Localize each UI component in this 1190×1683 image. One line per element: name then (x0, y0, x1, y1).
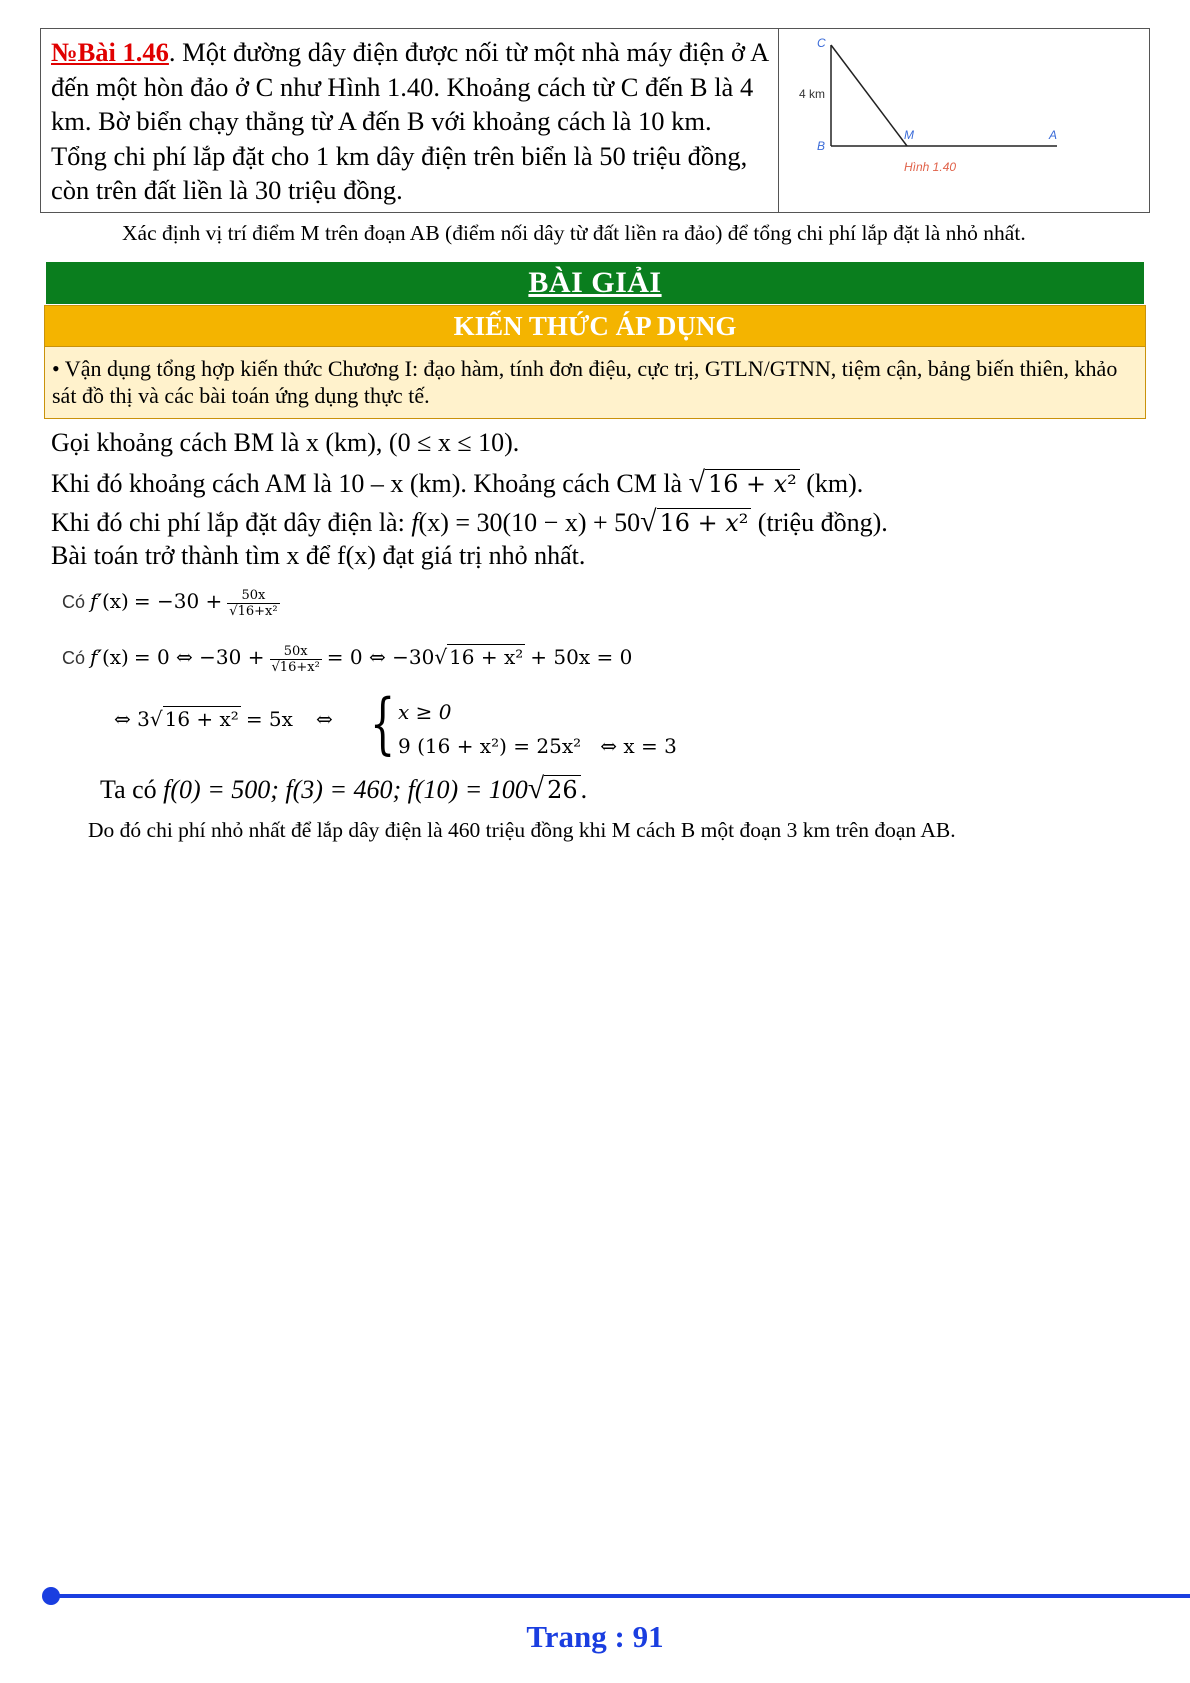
eq2-mid: = 0 ⇔ −30 (326, 645, 435, 670)
values-end: . (580, 775, 588, 804)
sqrt-content: 16 + 𝑥² (705, 469, 800, 498)
fraction-denominator: √16+x² (229, 604, 278, 619)
system-rows (398, 695, 677, 763)
sqrt-expression: √ 16 + x² (434, 645, 524, 670)
sqrt-content: 16 + x² (164, 707, 239, 731)
line-3-text: Khi đó chi phí lắp đặt dây điện là: (51, 508, 405, 537)
co-label: Có (62, 648, 86, 669)
line-2-unit: (km). (806, 469, 864, 498)
value-f0: f(0) = 500; (163, 775, 279, 804)
eq3-iff: ⇔ (315, 707, 333, 731)
knowledge-body: • Vận dụng tổng hợp kiến thức Chương I: đạo hàm, tính đơn điệu, cực trị, GTLN/GTNN, tiệm cận, bảng biến thiên, khảo sát đồ thị và các bài toán ứng dụng thực tế. (44, 347, 1146, 419)
task-statement: Xác định vị trí điểm M trên đoạn AB (điểm nối dây từ đất liền ra đảo) để tổng chi phí lắp đặt là nhỏ nhất. (122, 221, 1026, 245)
problem-box (40, 28, 1150, 213)
equation-line-2 (62, 644, 632, 675)
x-arg: (x) (101, 645, 129, 670)
system-row-1 (398, 695, 677, 729)
system-result: ⇔ x = 3 (600, 734, 677, 758)
segment-cm (831, 45, 907, 146)
sqrt-expression: √ 16 + 𝑥² (640, 505, 751, 539)
solution-line-2 (51, 466, 863, 500)
equation-line-3 (114, 707, 333, 732)
value-f10: f(10) = 100 (407, 775, 528, 804)
figure-1-40 (779, 29, 1149, 212)
sqrt-expression: √ 26 (528, 772, 581, 806)
fraction-denominator: √16+x² (271, 660, 320, 675)
solution-line-1: Gọi khoảng cách BM là x (km), (0 ≤ x ≤ 10). (51, 428, 520, 457)
page-number: Trang : 91 (526, 1619, 664, 1654)
problem-text: . Một đường dây điện được nối từ một nhà máy điện ở A đến một hòn đảo ở C như Hình 1.40. Khoảng cách từ C đến B là 4 km. Bờ biển chạy thẳng từ A đến B với khoảng cách là 10 km. Tổng chi phí lắp đặt cho 1 km dây điện trên biển là 50 triệu đồng, còn trên đất liền là 30 triệu đồng. (51, 37, 768, 205)
derivative-line (62, 588, 280, 619)
fraction-den-text: 16+x² (279, 660, 320, 675)
label-m: M (904, 128, 914, 142)
eq2-lhs: = 0 ⇔ −30 + (133, 645, 265, 670)
derivative-rhs: = −30 + (133, 589, 223, 614)
sqrt-expression: √ 16 + x² (149, 707, 239, 731)
sqrt-expression: √ 16 + 𝑥² (689, 466, 800, 500)
system-row-2 (398, 729, 677, 763)
eq3-start: ⇔ 3 (114, 707, 150, 731)
line-2-text: Khi đó khoảng cách AM là 10 – x (km). Khoảng cách CM là (51, 469, 683, 498)
system-equation: 9 (16 + x²) = 25x² (398, 734, 582, 758)
sqrt-content: 16 + x² (449, 645, 524, 670)
knowledge-header: KIẾN THỨC ÁP DỤNG (44, 305, 1146, 347)
values-intro: Ta có (100, 775, 157, 804)
cost-function: (x) = 30(10 − x) + 50 (418, 508, 641, 537)
eq2-end: + 50x = 0 (530, 645, 633, 670)
label-distance: 4 km (799, 87, 826, 101)
sqrt-content: 16 + 𝑥² (657, 508, 752, 537)
label-a: A (1049, 128, 1058, 142)
label-b: B (817, 139, 826, 153)
problem-label: №Bài 1.46 (51, 37, 169, 67)
problem-statement (41, 29, 779, 212)
sqrt-content: 26 (544, 775, 580, 804)
fraction-numerator: 50x (241, 588, 266, 603)
solution-line-4: Bài toán trở thành tìm x để f(x) đạt giá trị nhỏ nhất. (51, 541, 586, 570)
solution-line-3 (51, 505, 888, 539)
triangle-figure (779, 29, 1151, 214)
solution-header (46, 262, 1144, 304)
f-prime: f′ (90, 645, 102, 670)
values-line (100, 772, 587, 806)
fraction (270, 644, 322, 675)
x-arg: (x) (101, 589, 129, 614)
label-c: C (817, 36, 826, 50)
co-label: Có (62, 592, 86, 613)
fraction-numerator: 50x (283, 644, 308, 659)
f-prime: f′ (90, 589, 102, 614)
conclusion: Do đó chi phí nhỏ nhất để lắp dây điện là 460 triệu đồng khi M cách B một đoạn 3 km trên đoạn AB. (88, 818, 956, 842)
line-3-unit: (triệu đồng). (757, 508, 888, 537)
fraction-den-text: 16+x² (237, 604, 278, 619)
footer-dot (42, 1587, 60, 1605)
function-f: f (411, 508, 419, 537)
eq3-end: = 5x (245, 707, 293, 731)
figure-caption: Hình 1.40 (904, 160, 957, 174)
solution-title: BÀI GIẢI (528, 266, 662, 299)
value-f3: f(3) = 460; (285, 775, 402, 804)
fraction (227, 588, 279, 619)
system-condition: x ≥ 0 (398, 700, 452, 724)
system-brace: { (370, 685, 396, 762)
footer-line (50, 1594, 1190, 1598)
